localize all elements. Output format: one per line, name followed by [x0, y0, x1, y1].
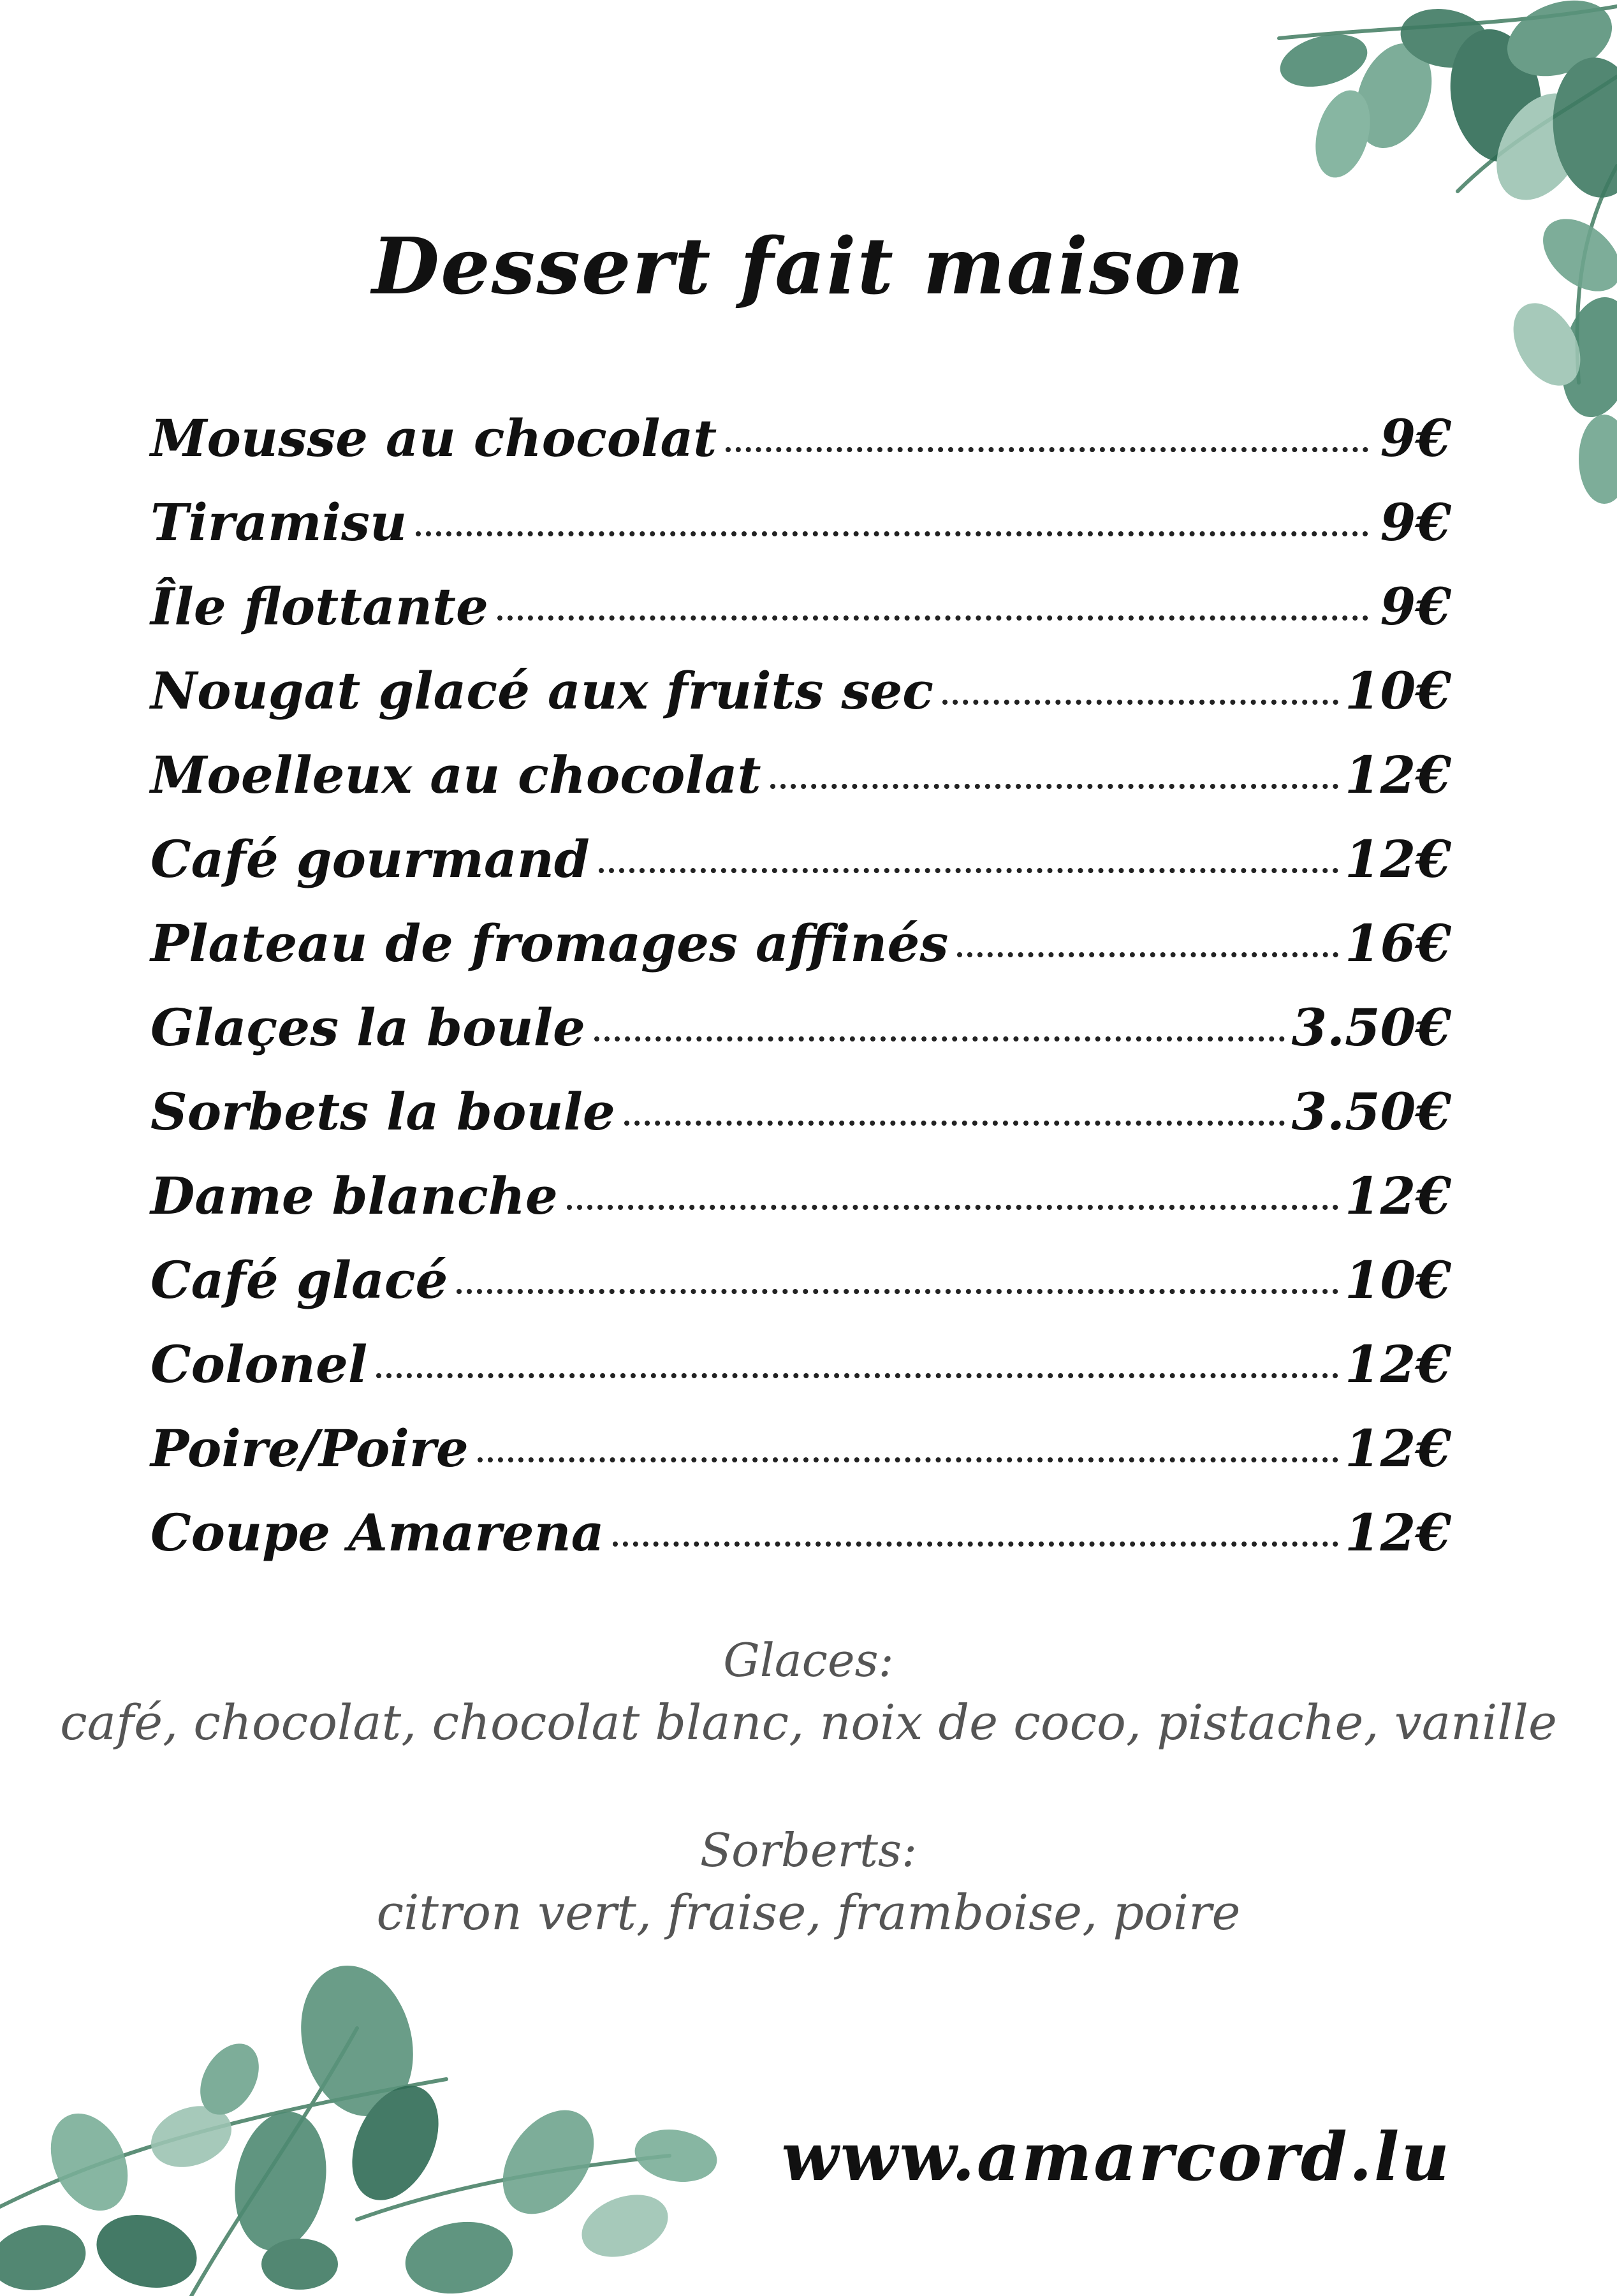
menu-item-name: Moelleux au chocolat: [150, 745, 761, 805]
menu-item: [150, 1082, 1451, 1166]
menu-item: [150, 577, 1451, 661]
glaces-heading: Glaces:: [723, 1633, 894, 1687]
menu-item-name: Tiramisu: [150, 492, 407, 552]
dotted-leader: [624, 1121, 1285, 1126]
sorbets-heading: Sorberts:: [699, 1823, 918, 1877]
dessert-menu-list: [150, 408, 1451, 1587]
dotted-leader: [457, 1289, 1338, 1294]
menu-item: [150, 913, 1451, 997]
menu-item-price: 3.50€: [1291, 997, 1451, 1057]
menu-item-price: 16€: [1345, 913, 1451, 973]
menu-item-name: Glaçes la boule: [150, 997, 585, 1057]
menu-item-price: 12€: [1345, 1166, 1451, 1226]
menu-item-name: Café gourmand: [150, 829, 590, 889]
dotted-leader: [594, 1036, 1285, 1041]
dotted-leader: [957, 952, 1338, 957]
glaces-list: café, chocolat, chocolat blanc, noix de coco, pistache, vanille: [60, 1694, 1557, 1751]
page-title: Dessert fait maison: [372, 220, 1245, 312]
menu-item-price: 10€: [1345, 661, 1451, 721]
menu-item: [150, 997, 1451, 1082]
menu-item-price: 12€: [1345, 1334, 1451, 1394]
menu-item: [150, 745, 1451, 829]
dotted-leader: [599, 868, 1338, 873]
menu-item-name: Plateau de fromages affinés: [150, 913, 949, 973]
sorbets-list: citron vert, fraise, framboise, poire: [376, 1884, 1241, 1941]
menu-item: [150, 492, 1451, 577]
dotted-leader: [478, 1457, 1338, 1462]
dotted-leader: [497, 615, 1368, 621]
menu-item-price: 12€: [1345, 1418, 1451, 1478]
menu-item-price: 12€: [1345, 1503, 1451, 1563]
menu-item: [150, 408, 1451, 492]
dotted-leader: [770, 784, 1338, 789]
menu-item-name: Île flottante: [150, 577, 488, 637]
sorbets-flavors: [0, 1820, 1617, 1945]
menu-item-price: 12€: [1345, 829, 1451, 889]
menu-item-name: Colonel: [150, 1334, 368, 1394]
menu-item-name: Sorbets la boule: [150, 1082, 615, 1142]
menu-item-price: 9€: [1380, 408, 1451, 468]
dotted-leader: [416, 531, 1368, 536]
menu-item-price: 12€: [1345, 745, 1451, 805]
glaces-flavors: [0, 1630, 1617, 1755]
menu-item-name: Dame blanche: [150, 1166, 558, 1226]
menu-item: [150, 1334, 1451, 1418]
dotted-leader: [726, 447, 1368, 452]
menu-item: [150, 1250, 1451, 1334]
website-url: www.amarcord.lu: [781, 2117, 1451, 2196]
dotted-leader: [613, 1542, 1338, 1547]
menu-item-name: Poire/Poire: [150, 1418, 469, 1478]
eucalyptus-leaves-bottom-left: [0, 1952, 752, 2296]
menu-item: [150, 661, 1451, 745]
menu-item-name: Coupe Amarena: [150, 1503, 604, 1563]
menu-item: [150, 1503, 1451, 1587]
dotted-leader: [942, 700, 1338, 705]
dotted-leader: [376, 1373, 1338, 1378]
menu-item-price: 9€: [1380, 577, 1451, 637]
menu-item: [150, 829, 1451, 913]
menu-item: [150, 1418, 1451, 1503]
menu-item-name: Café glacé: [150, 1250, 448, 1310]
menu-item-price: 3.50€: [1291, 1082, 1451, 1142]
menu-item-name: Nougat glacé aux fruits sec: [150, 661, 934, 721]
menu-item-price: 9€: [1380, 492, 1451, 552]
menu-item-name: Mousse au chocolat: [150, 408, 717, 468]
menu-item: [150, 1166, 1451, 1250]
menu-item-price: 10€: [1345, 1250, 1451, 1310]
dotted-leader: [567, 1205, 1338, 1210]
